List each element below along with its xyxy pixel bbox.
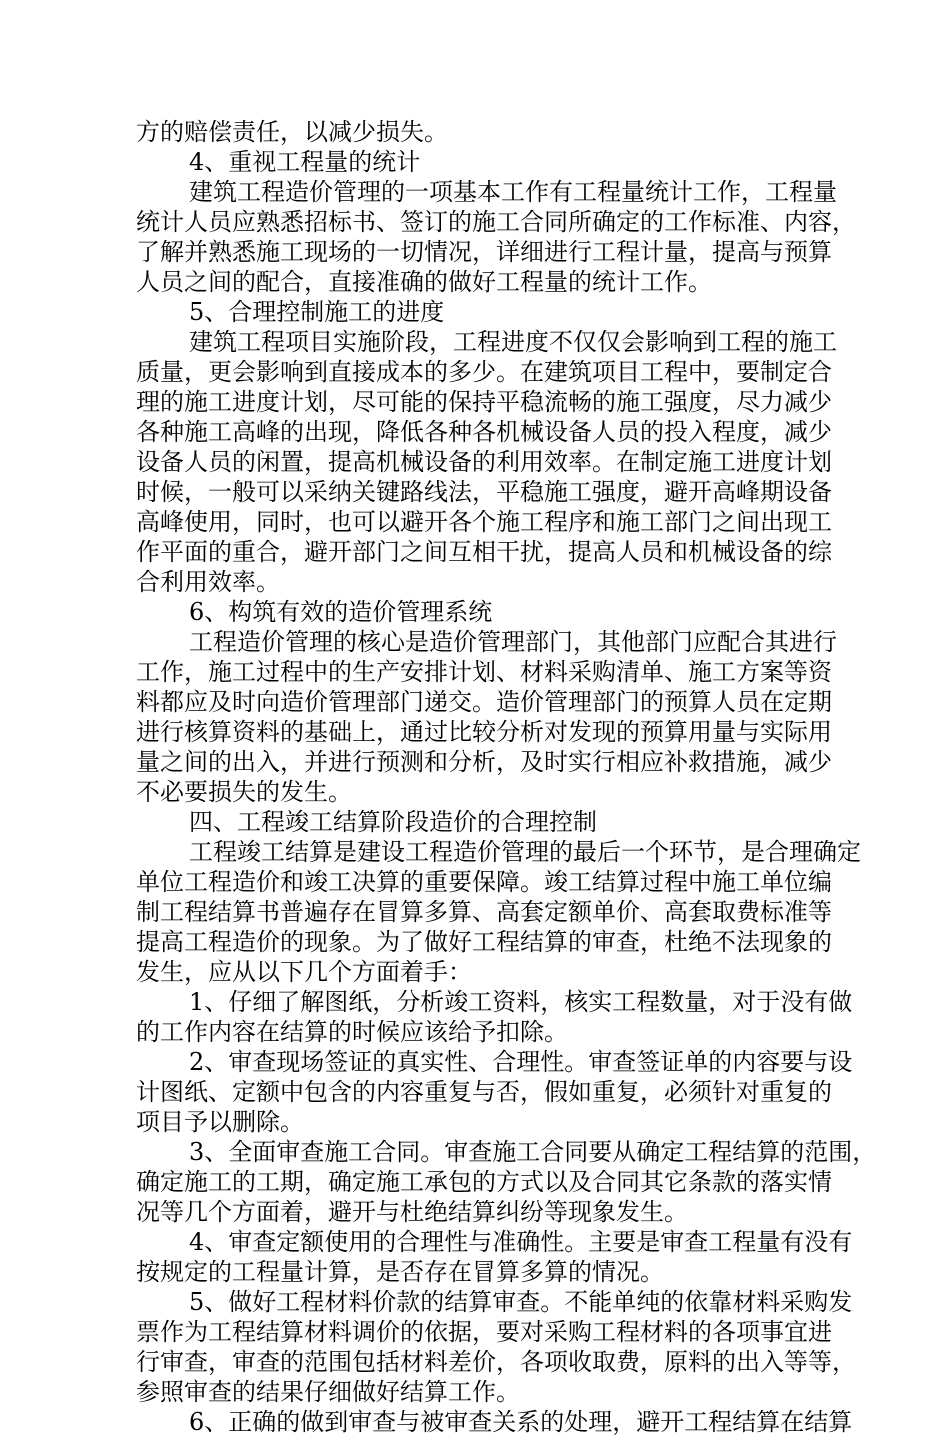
text-line: 作平面的重合，避开部门之间互相干扰，提高人员和机械设备的综: [136, 538, 832, 566]
section-heading: 6、构筑有效的造价管理系统: [189, 598, 493, 626]
text-line: 人员之间的配合，直接准确的做好工程量的统计工作。: [136, 268, 712, 296]
text-line: 质量，更会影响到直接成本的多少。在建筑项目工程中，要制定合: [136, 358, 832, 386]
text-line: 统计人员应熟悉招标书、签订的施工合同所确定的工作标准、内容，: [136, 208, 856, 236]
text-line: 行审查，审查的范围包括材料差价，各项收取费，原料的出入等等，: [136, 1348, 856, 1376]
section-heading: 5、合理控制施工的进度: [189, 298, 445, 326]
text-line: 理的施工进度计划，尽可能的保持平稳流畅的施工强度，尽力减少: [136, 388, 832, 416]
list-item: 4、审查定额使用的合理性与准确性。主要是审查工程量有没有: [189, 1228, 853, 1256]
text-line: 发生，应从以下几个方面着手：: [136, 958, 472, 986]
text-line: 工程竣工结算是建设工程造价管理的最后一个环节，是合理确定: [189, 838, 861, 866]
list-item: 5、做好工程材料价款的结算审查。不能单纯的依靠材料采购发: [189, 1288, 853, 1316]
text-line: 参照审查的结果仔细做好结算工作。: [136, 1378, 520, 1406]
text-line: 况等几个方面着，避开与杜绝结算纠纷等现象发生。: [136, 1198, 688, 1226]
text-line: 量之间的出入，并进行预测和分析，及时实行相应补救措施，减少: [136, 748, 832, 776]
text-line: 合利用效率。: [136, 568, 280, 596]
text-line: 单位工程造价和竣工决算的重要保障。竣工结算过程中施工单位编: [136, 868, 832, 896]
list-item: 6、正确的做到审查与被审查关系的处理，避开工程结算在结算: [189, 1408, 853, 1436]
list-item: 2、审查现场签证的真实性、合理性。审查签证单的内容要与设: [189, 1048, 853, 1076]
text-line: 工作，施工过程中的生产安排计划、材料采购清单、施工方案等资: [136, 658, 832, 686]
text-line: 工程造价管理的核心是造价管理部门，其他部门应配合其进行: [189, 628, 837, 656]
text-line: 的工作内容在结算的时候应该给予扣除。: [136, 1018, 568, 1046]
text-line: 制工程结算书普遍存在冒算多算、高套定额单价、高套取费标准等: [136, 898, 832, 926]
text-line: 设备人员的闲置，提高机械设备的利用效率。在制定施工进度计划: [136, 448, 832, 476]
text-line: 按规定的工程量计算，是否存在冒算多算的情况。: [136, 1258, 664, 1286]
text-line: 项目予以删除。: [136, 1108, 304, 1136]
text-line: 计图纸、定额中包含的内容重复与否，假如重复，必须针对重复的: [136, 1078, 832, 1106]
list-item: 3、全面审查施工合同。审查施工合同要从确定工程结算的范围，: [189, 1138, 877, 1166]
section-heading: 4、重视工程量的统计: [189, 148, 421, 176]
text-line: 高峰使用，同时，也可以避开各个施工程序和施工部门之间出现工: [136, 508, 832, 536]
text-line: 确定施工的工期，确定施工承包的方式以及合同其它条款的落实情: [136, 1168, 832, 1196]
text-line: 不必要损失的发生。: [136, 778, 352, 806]
text-line: 建筑工程项目实施阶段，工程进度不仅仅会影响到工程的施工: [189, 328, 837, 356]
text-line: 时候，一般可以采纳关键路线法，平稳施工强度，避开高峰期设备: [136, 478, 832, 506]
text-line: 提高工程造价的现象。为了做好工程结算的审查，杜绝不法现象的: [136, 928, 832, 956]
text-line: 进行核算资料的基础上，通过比较分析对发现的预算用量与实际用: [136, 718, 832, 746]
text-line: 各种施工高峰的出现，降低各种各机械设备人员的投入程度，减少: [136, 418, 832, 446]
text-line: 建筑工程造价管理的一项基本工作有工程量统计工作，工程量: [189, 178, 837, 206]
list-item: 1、仔细了解图纸，分析竣工资料，核实工程数量，对于没有做: [189, 988, 853, 1016]
text-line: 料都应及时向造价管理部门递交。造价管理部门的预算人员在定期: [136, 688, 832, 716]
text-line: 了解并熟悉施工现场的一切情况，详细进行工程计量，提高与预算: [136, 238, 832, 266]
section-heading: 四、工程竣工结算阶段造价的合理控制: [189, 808, 597, 836]
text-line: 方的赔偿责任，以减少损失。: [136, 118, 448, 146]
text-line: 票作为工程结算材料调价的依据，要对采购工程材料的各项事宜进: [136, 1318, 832, 1346]
